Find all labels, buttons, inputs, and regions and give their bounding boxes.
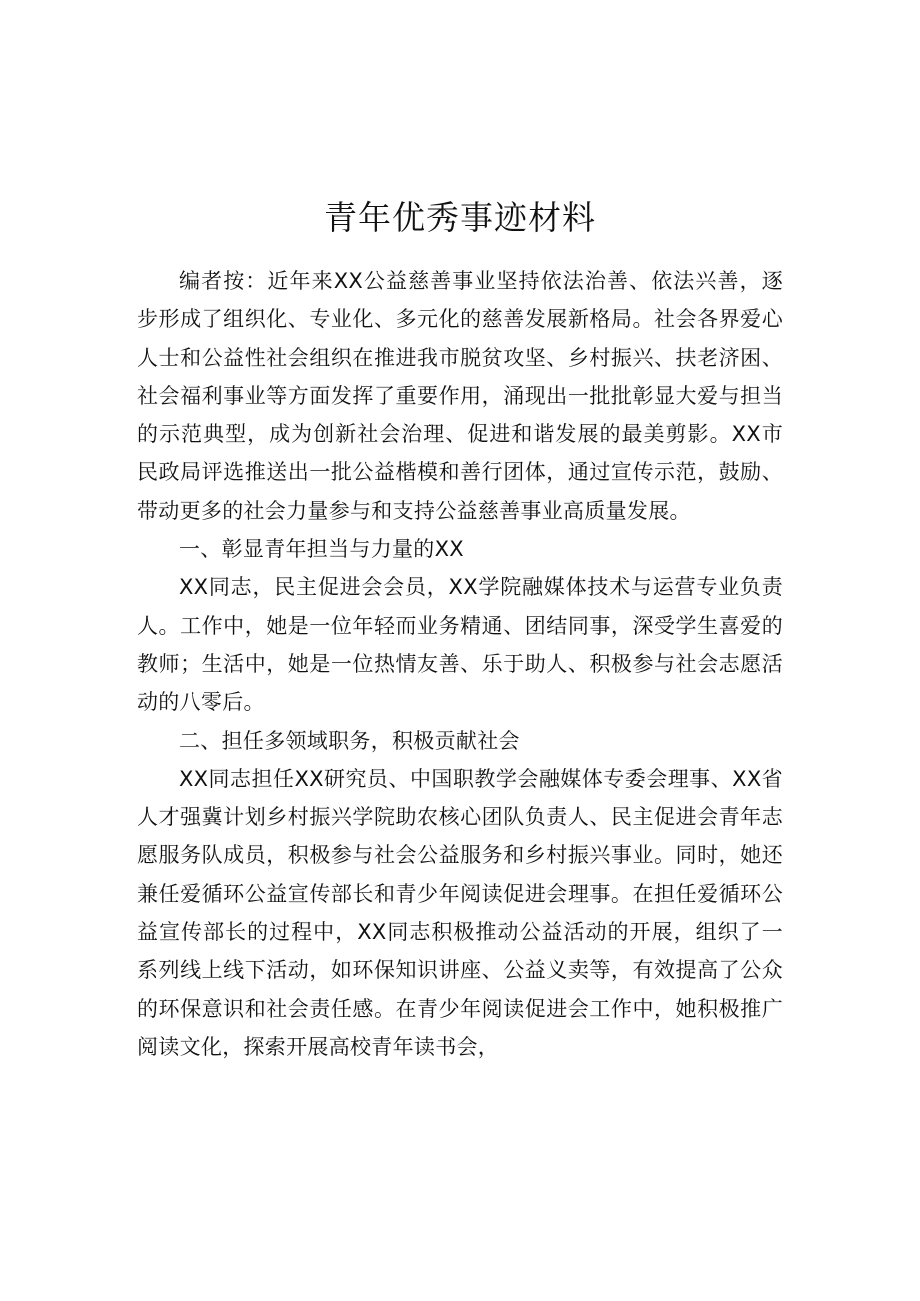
document-title: 青年优秀事迹材料 — [324, 198, 596, 237]
section-heading-2: 二、担任多领域职务，积极贡献社会 — [179, 728, 520, 753]
roles-paragraph: XX同志担任XX研究员、中国职教学会融媒体专委会理事、XX省人才强冀计划乡村振兴学院助农核心团队负责人、民主促进会青年志愿服务队成员，积极参与社会公益服务和乡村振兴事业。同时，她还兼任爱循环公益宣传部长和青少年阅读促进会理事。在担任爱循环公益宣传部长的过程中，XX同志积极推动公益活动的开展，组织了一系列线上线下活动，如环保知识讲座、公益义卖等，有效提高了公众的环保意识和社会责任感。在青少年阅读促进会工作中，她积极推广阅读文化，探索开展高校青年读书会， — [137, 766, 783, 1059]
profile-paragraph: XX同志，民主促进会会员，XX学院融媒体技术与运营专业负责人。工作中，她是一位年轻而业务精通、团结同事，深受学生喜爱的教师；生活中，她是一位热情友善、乐于助人、积极参与社会志愿活动的八零后。 — [137, 575, 783, 715]
section-heading-1: 一、彰显青年担当与力量的XX — [179, 537, 464, 562]
document-body — [137, 262, 783, 1066]
editor-note-paragraph: 编者按：近年来XX公益慈善事业坚持依法治善、依法兴善，逐步形成了组织化、专业化、多元化的慈善发展新格局。社会各界爱心人士和公益性社会组织在推进我市脱贫攻坚、乡村振兴、扶老济困、社会福利事业等方面发挥了重要作用，涌现出一批批彰显大爱与担当的示范典型，成为创新社会治理、促进和谐发展的最美剪影。XX市民政局评选推送出一批公益楷模和善行团体，通过宣传示范，鼓励、带动更多的社会力量参与和支持公益慈善事业高质量发展。 — [137, 269, 783, 523]
